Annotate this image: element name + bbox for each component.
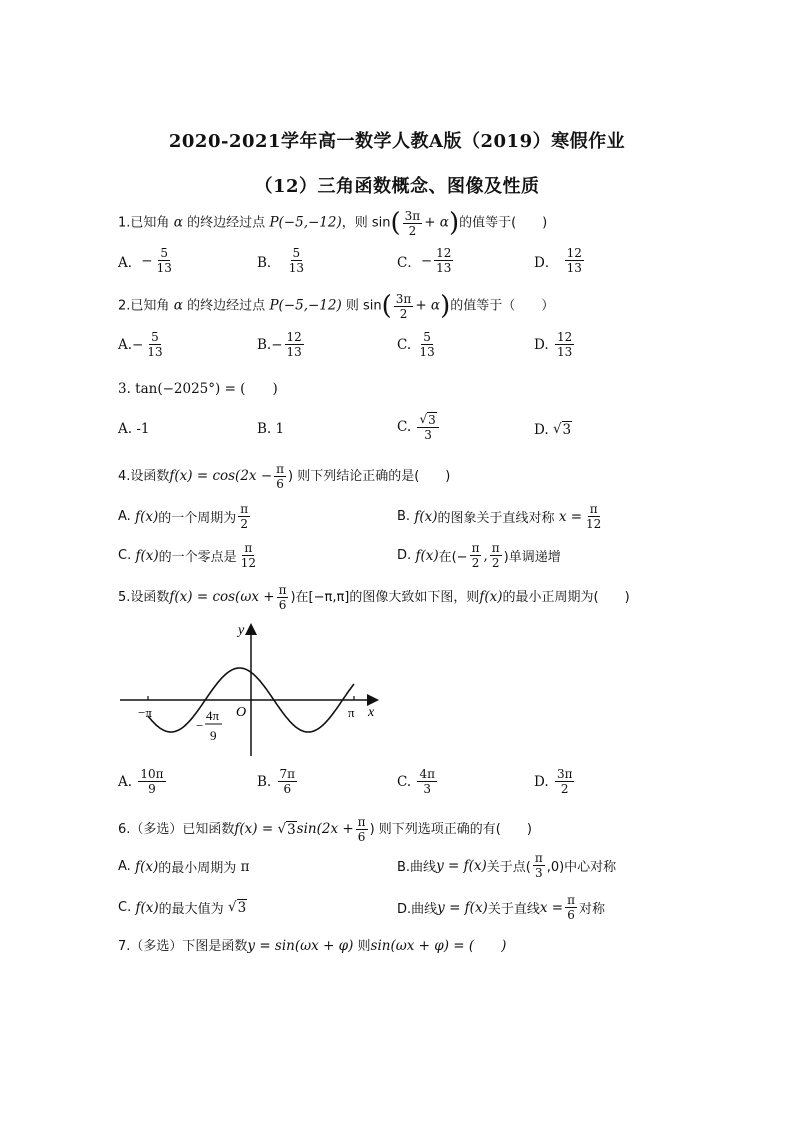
q3-option-c: C. √ 3 3 <box>397 412 441 442</box>
q1-option-d: D． $\frac{12}{13}$ <box>534 246 582 275</box>
question-3: 3. tan(−2025°) = ( ) <box>118 381 278 397</box>
x-axis-label: x <box>368 705 375 720</box>
q5-option-d: D. $\frac{3\pi}{2}$ <box>534 767 573 796</box>
q1-option-b: B． $\frac{5}{13}$ <box>257 246 304 275</box>
question-6: 6.（多选）已知函数f(x) = √ 3 sin(2x + $\frac{\pi}{6}$ ) 则下列选项正确的有( ) <box>118 815 532 844</box>
origin-label: O <box>236 705 247 720</box>
q1-mid2: ，则 sin <box>341 215 391 231</box>
q3-option-d: D. √ 3 <box>534 421 572 438</box>
q1-point: P(−5,−12) <box>269 214 342 231</box>
q2-plus: + α <box>415 297 441 314</box>
q2-point: P(−5,−12) <box>269 297 342 314</box>
q2-alpha: α <box>173 297 183 314</box>
q4-option-c: C. f(x) 的一个零点是 $\frac{\pi}{12}$ <box>118 541 256 570</box>
q2-frac-den: 2 <box>399 306 408 321</box>
title-line-2: （12）三角函数概念、图像及性质 <box>254 176 540 197</box>
question-7: 7.（多选）下图是函数y = sin(ωx + φ) 则sin(ωx + φ) = ( ) <box>118 938 507 954</box>
q2-option-c: C. $\frac{5}{13}$ <box>397 330 435 359</box>
neg-pi-label: −π <box>138 705 152 720</box>
q2-mid: 的终边经过点 <box>187 298 266 314</box>
q2-prefix: 2.已知角 <box>118 298 170 314</box>
q2-frac-num: 3π <box>395 291 412 306</box>
q2-option-b: B. − $\frac{12}{13}$ <box>257 330 302 359</box>
q6-option-b: B.曲线 y = f(x) 关于点( $\frac{\pi}{3}$ ,0)中心对称 <box>397 851 617 880</box>
q1-plus: + α <box>424 214 449 231</box>
q5-option-b: B. $\frac{7\pi}{6}$ <box>257 767 296 796</box>
q1-prefix: 1.已知角 <box>118 215 170 231</box>
q2-option-d: D. $\frac{12}{13}$ <box>534 330 573 359</box>
q6-option-d: D.曲线 y = f(x) 关于直线 x = $\frac{\pi}{6}$ 对称 <box>397 893 605 922</box>
title-line-1: 2020-2021学年高一数学人教A版（2019）寒假作业 <box>168 131 626 152</box>
q1-frac-num: 3π <box>404 208 421 223</box>
question-4: 4.设函数f(x) = cos(2x − $\frac{\pi}{6}$ ) 则下列结论正确的是( ) <box>118 462 451 491</box>
q1-mid: 的终边经过点 <box>187 215 266 231</box>
q2-suffix: 的值等于（ ） <box>450 298 555 314</box>
q4-option-b: B. f(x) 的图象关于直线对称 x = $\frac{\pi}{12}$ <box>397 502 602 531</box>
q1-frac-den: 2 <box>408 223 417 238</box>
pi-label: π <box>348 705 355 720</box>
q6-option-a: A. f(x) 的最小周期为 π <box>118 858 250 876</box>
q2-option-a: A. − $\frac{5}{13}$ <box>118 330 163 359</box>
mark-den: 9 <box>210 728 217 743</box>
q2-mid2: 则 sin <box>341 298 382 314</box>
q4-option-d: D. f(x) 在(− $\frac{\pi}{2}$ , $\frac{\pi}{2}$ )单调递增 <box>397 541 561 570</box>
question-2: 2.已知角 α 的终边经过点 P(−5,−12) 则 sin( $\frac{3\pi}{2}$ + α)的值等于（ ） <box>118 291 555 321</box>
q3-option-b: B. 1 <box>257 421 285 437</box>
mark-sign: − <box>196 718 204 733</box>
q5-option-c: C. $\frac{4\pi}{3}$ <box>397 767 435 796</box>
mark-num: 4π <box>206 708 220 723</box>
q1-alpha: α <box>173 214 183 231</box>
q3-option-a: A. -1 <box>118 421 150 437</box>
q4-option-a: A. f(x) 的一个周期为 $\frac{\pi}{2}$ <box>118 502 249 531</box>
y-axis-label: y <box>238 623 245 638</box>
q5-graph <box>118 620 388 760</box>
q6-option-c: C. f(x) 的最大值为 √ 3 <box>118 899 247 917</box>
question-1: 1.已知角 α 的终边经过点 P(−5,−12)，则 sin( $\frac{3\pi}{2}$ + α)的值等于( ) <box>118 208 548 238</box>
q5-option-a: A. $\frac{10\pi}{9}$ <box>118 767 164 796</box>
question-5: 5.设函数f(x) = cos(ωx + $\frac{\pi}{6}$ )在[−π,π]的图像大致如下图，则f(x)的最小正周期为( ) <box>118 583 630 612</box>
q1-option-a: A． − $\frac{5}{13}$ <box>118 246 172 275</box>
q1-suffix: 的值等于( ) <box>459 215 548 231</box>
q1-option-c: C． − $\frac{12}{13}$ <box>397 246 452 275</box>
